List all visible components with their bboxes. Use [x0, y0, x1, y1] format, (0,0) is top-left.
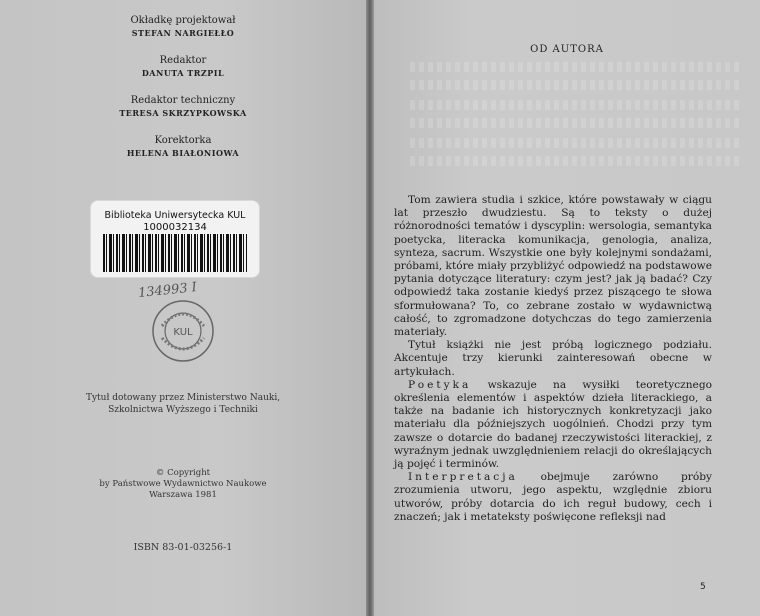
- paragraph: Tom zawiera studia i szkice, które powstawały w ciągu lat przeszło dwudziestu. Są to teksty o dużej różnorodności tematów i dyscyplin: wersologia, semantyka poetycka, literacka komunikacja, genologia, analiza, synteza, sacrum. Wszystkie one były kolejnymi sondażami, próbami, które miały przybliżyć odpowiedź na podstawowe pytania dotyczące literatury: czym jest? jak ją badać? Czy odpowiedź taka zostanie kiedyś przez piszącego te słowa sformułowana? To, co zebrane zostało w wydawnictwą całość, to zgromadzone dotychczas do tego zamierzenia materiały.: [394, 194, 712, 339]
- paragraph-lead: Interpretacja: [408, 471, 518, 484]
- library-barcode-label: [90, 200, 260, 278]
- credit-name: STEFAN NARGIEŁŁO: [131, 28, 235, 38]
- funding-line: Szkolnictwa Wyższego i Techniki: [108, 405, 258, 415]
- library-code: 1000032134: [143, 222, 207, 233]
- show-through-text: [410, 118, 740, 128]
- isbn: ISBN 83-01-03256-1: [133, 542, 233, 553]
- credit-name: HELENA BIAŁONIOWA: [126, 148, 240, 158]
- copyright-block: [0, 468, 366, 501]
- paragraph: [394, 379, 712, 471]
- handwritten-inventory-number: 134993 I: [137, 280, 198, 302]
- paragraph-text: obejmuje zarówno próby zrozumienia utworu, jego aspektu, względnie zbioru utworów, próby dotarcia do ich reguł budowy, cech i znaczeń; jak i metateksty poświęcone refleksji nad: [394, 471, 712, 523]
- credit-role: Korektorka: [154, 135, 212, 146]
- page-heading: OD AUTORA: [530, 44, 604, 55]
- copyright-line: by Państwowe Wydawnictwo Naukowe: [99, 479, 267, 489]
- credit-name: DANUTA TRZPIL: [141, 68, 225, 78]
- credit-role: Redaktor: [159, 55, 207, 66]
- credits-block: [0, 14, 366, 174]
- foreword-body: [394, 194, 712, 524]
- library-name: Biblioteka Uniwersytecka KUL: [104, 210, 246, 221]
- credit-technical-editor: [0, 94, 366, 120]
- paragraph-text: wskazuje na wysiłki teoretycznego określenia elementów i aspektów dzieła literackiego, a także na badanie ich historycznych konkretyzacji jako materiału dla późniejszych uogólnień. Chodzi przy tym zawsze o dotarcie do badanej rzeczywistości literackiej, z wyraźnym jednak uwzględnieniem relacji do określających ją pojęć i terminów.: [394, 378, 712, 471]
- paragraph: Tytuł książki nie jest próbą logicznego podziału. Akcentuje trzy kierunki zainteresowań obecne w artykułach.: [394, 339, 712, 378]
- credit-name: TERESA SKRZYPKOWSKA: [119, 108, 247, 118]
- show-through-text: [410, 80, 740, 90]
- paragraph: [394, 471, 712, 524]
- credit-editor: [0, 54, 366, 80]
- show-through-text: [410, 138, 740, 148]
- show-through-text: [410, 156, 740, 166]
- credit-role: Redaktor techniczny: [130, 95, 236, 106]
- show-through-text: [410, 100, 740, 110]
- page-number: 5: [700, 582, 706, 592]
- paragraph-lead: Poetyka: [408, 378, 472, 391]
- credit-cover-designer: [0, 14, 366, 40]
- show-through-text: [410, 62, 740, 72]
- library-stamp-icon: [150, 298, 216, 364]
- funding-line: Tytuł dotowany przez Ministerstwo Nauki,: [85, 393, 281, 403]
- credit-proofreader: [0, 134, 366, 160]
- copyright-line: Warszawa 1981: [149, 490, 217, 500]
- funding-note: [0, 392, 366, 416]
- book-gutter: [366, 0, 374, 616]
- credit-role: Okładkę projektował: [130, 15, 236, 26]
- barcode-icon: [103, 234, 247, 272]
- copyright-line: © Copyright: [155, 468, 211, 478]
- stamp-text: KUL: [173, 327, 193, 338]
